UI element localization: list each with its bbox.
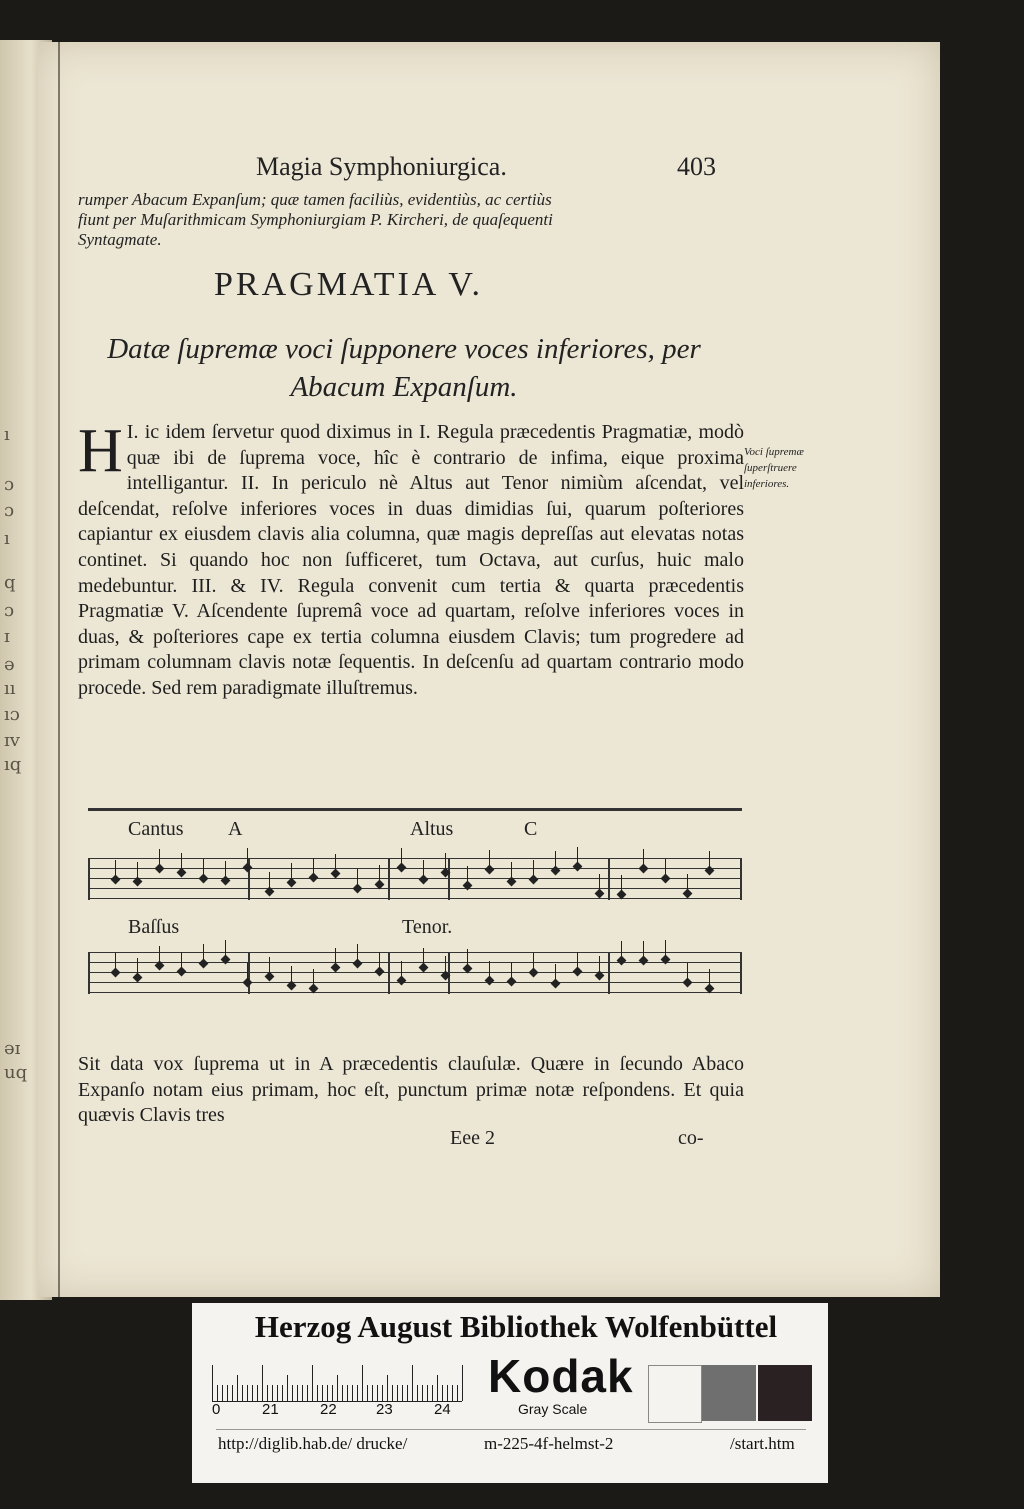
- note-stem: [709, 969, 710, 987]
- ruler-tick: [317, 1385, 318, 1401]
- voice-label-a: A: [228, 818, 243, 840]
- ruler-tick: [287, 1375, 288, 1401]
- left-page-fragment: ɪ: [4, 626, 10, 647]
- note-stem: [269, 872, 270, 890]
- note-stem: [621, 941, 622, 959]
- note-stem: [687, 963, 688, 981]
- left-page-fragment: ǝɪ: [4, 1038, 21, 1059]
- ruler-tick: [342, 1385, 343, 1401]
- note-stem: [489, 961, 490, 979]
- ruler-tick: [217, 1385, 218, 1401]
- ruler-tick: [252, 1385, 253, 1401]
- voice-label-tenor: Tenor.: [402, 916, 453, 938]
- gutter-shadow: [58, 42, 60, 1297]
- section-subheading: [84, 330, 724, 406]
- note-stem: [467, 949, 468, 967]
- bar-line: [740, 858, 742, 900]
- left-page-fragment: ı: [4, 528, 10, 549]
- url-part: m-225-4f-helmst-2: [484, 1434, 614, 1453]
- staff-line: [88, 992, 742, 993]
- ruler-tick: [377, 1385, 378, 1401]
- library-name: Herzog August Bibliothek Wolfenbüttel: [254, 1309, 778, 1344]
- ruler-tick: [372, 1385, 373, 1401]
- note-stem: [269, 957, 270, 975]
- note-stem: [247, 848, 248, 866]
- ruler-tick: [212, 1365, 213, 1401]
- note-stem: [335, 854, 336, 872]
- ruler-tick: [357, 1385, 358, 1401]
- note-stem: [115, 860, 116, 878]
- bar-line: [740, 952, 742, 994]
- note-stem: [577, 952, 578, 970]
- note-stem: [445, 956, 446, 974]
- ruler-tick: [312, 1365, 313, 1401]
- ruler-tick: [232, 1385, 233, 1401]
- subheading-line: Abacum Expanſum.: [290, 371, 518, 403]
- note-stem: [291, 966, 292, 984]
- note-stem: [137, 958, 138, 976]
- ruler-number: 22: [320, 1401, 337, 1418]
- ruler-tick: [452, 1385, 453, 1401]
- bar-line: [608, 952, 610, 994]
- intro-line: rumper Abacum Expanſum; quæ tamen faciliùs, evidentiùs, ac certiùs: [78, 190, 552, 209]
- url-part: /start.htm: [730, 1434, 795, 1453]
- intro-line: Syntagmate.: [78, 230, 162, 249]
- bar-line: [248, 952, 250, 994]
- left-page-fragment: ɔ: [4, 500, 15, 521]
- note-stem: [511, 862, 512, 880]
- ruler-tick: [242, 1385, 243, 1401]
- body-paragraph: [78, 417, 745, 702]
- margin-note-line: inferiores.: [744, 478, 790, 490]
- ruler-tick: [272, 1385, 273, 1401]
- left-page-fragment: ǝ: [4, 654, 15, 675]
- page-number: 403: [677, 152, 716, 181]
- staff-line: [88, 982, 742, 983]
- ruler-tick: [222, 1385, 223, 1401]
- ruler-tick: [417, 1385, 418, 1401]
- subheading-line: Datæ ſupremæ voci ſupponere voces inferiores, per: [107, 333, 701, 365]
- left-page-fragment: ı: [4, 424, 10, 445]
- section-heading: PRAGMATIA V.: [214, 266, 484, 303]
- ruler-tick: [262, 1365, 263, 1401]
- bar-line: [388, 858, 390, 900]
- note-stem: [379, 865, 380, 883]
- bar-line: [608, 858, 610, 900]
- ruler-tick: [367, 1385, 368, 1401]
- left-page-fragment: ıɔ: [4, 704, 20, 725]
- ruler-tick: [387, 1375, 388, 1401]
- note-stem: [335, 948, 336, 966]
- note-stem: [247, 963, 248, 981]
- ruler-tick: [302, 1385, 303, 1401]
- bar-line: [448, 858, 450, 900]
- ruler-number: 23: [376, 1401, 393, 1418]
- second-paragraph: Sit data vox ſuprema ut in A præcedentis clauſulæ. Quære in ſecundo Abaco Expanſo notam eius primam, hoc eſt, punctum primæ notæ reſpondens. Et quia quævis Clavis tres: [78, 1053, 744, 1127]
- gray-swatch: [702, 1365, 756, 1421]
- left-page-fragment: ɔ: [4, 600, 15, 621]
- kodak-logo: Kodak: [488, 1350, 634, 1402]
- note-stem: [137, 862, 138, 880]
- white-swatch: [648, 1365, 702, 1423]
- ruler-tick: [247, 1385, 248, 1401]
- ruler-tick: [352, 1385, 353, 1401]
- ruler-tick: [427, 1385, 428, 1401]
- margin-note-line: Voci ſupremæ: [744, 446, 804, 458]
- ruler-tick: [412, 1365, 413, 1401]
- ruler-tick: [337, 1375, 338, 1401]
- note-stem: [313, 969, 314, 987]
- note-stem: [687, 874, 688, 892]
- ruler-tick: [322, 1385, 323, 1401]
- ruler-tick: [382, 1385, 383, 1401]
- ruler-tick: [282, 1385, 283, 1401]
- rule-number: I.: [126, 421, 139, 443]
- note-stem: [423, 860, 424, 878]
- note-stem: [203, 859, 204, 877]
- note-stem: [599, 956, 600, 974]
- ruler-tick: [332, 1385, 333, 1401]
- left-page-fragment: ıı: [4, 678, 16, 699]
- note-stem: [225, 861, 226, 879]
- staff-line: [88, 972, 742, 973]
- gray-scale-label: Gray Scale: [518, 1401, 588, 1417]
- margin-note: [744, 444, 824, 492]
- note-stem: [401, 848, 402, 866]
- black-swatch: [758, 1365, 812, 1421]
- ruler-tick: [307, 1385, 308, 1401]
- note-stem: [357, 869, 358, 887]
- note-stem: [555, 851, 556, 869]
- note-stem: [489, 850, 490, 868]
- music-staff-lower: [88, 952, 742, 994]
- ruler-tick: [432, 1385, 433, 1401]
- bar-line: [88, 952, 90, 994]
- note-stem: [181, 853, 182, 871]
- ruler-tick: [422, 1385, 423, 1401]
- ruler-tick: [442, 1385, 443, 1401]
- note-stem: [665, 940, 666, 958]
- ruler-tick: [297, 1385, 298, 1401]
- note-stem: [467, 866, 468, 884]
- note-stem: [643, 941, 644, 959]
- note-stem: [159, 946, 160, 964]
- left-page-fragment: ıq: [4, 754, 22, 775]
- music-staff-upper: [88, 858, 742, 900]
- left-page-fragment: q: [4, 572, 16, 593]
- margin-note-line: ſuperſtruere: [744, 462, 797, 474]
- running-title: Magia Symphoniurgica.: [256, 152, 507, 181]
- ruler-number: 0: [212, 1401, 221, 1418]
- note-stem: [555, 964, 556, 982]
- note-stem: [203, 944, 204, 962]
- note-stem: [533, 860, 534, 878]
- note-stem: [225, 940, 226, 958]
- voice-label-c: C: [524, 818, 538, 840]
- staff-line: [88, 898, 742, 899]
- url-bar: [216, 1429, 806, 1466]
- intro-paragraph: [78, 190, 718, 250]
- left-page-fragment: uq: [4, 1062, 28, 1083]
- ruler-tick: [462, 1365, 463, 1401]
- note-stem: [401, 961, 402, 979]
- ruler-tick: [392, 1385, 393, 1401]
- ruler-tick: [362, 1365, 363, 1401]
- note-stem: [621, 875, 622, 893]
- ruler-tick: [402, 1385, 403, 1401]
- note-stem: [665, 859, 666, 877]
- ruler-number: 21: [262, 1401, 279, 1418]
- catchword: co-: [678, 1127, 704, 1149]
- staff-line: [88, 878, 742, 879]
- ruler-tick: [397, 1385, 398, 1401]
- ruler-tick: [437, 1375, 438, 1401]
- library-label-card: [192, 1303, 828, 1483]
- note-stem: [159, 849, 160, 867]
- note-stem: [511, 962, 512, 980]
- ruler-tick: [327, 1385, 328, 1401]
- drop-cap: H: [78, 417, 123, 485]
- ruler-tick: [237, 1375, 238, 1401]
- ruler-tick: [267, 1385, 268, 1401]
- ruler-number: 24: [434, 1401, 451, 1418]
- note-stem: [643, 849, 644, 867]
- voice-label-cantus: Cantus: [128, 818, 184, 840]
- note-stem: [379, 952, 380, 970]
- ruler-tick: [447, 1385, 448, 1401]
- ruler-tick: [277, 1385, 278, 1401]
- left-page-fragment: ɪv: [4, 730, 20, 751]
- scale-ruler: [212, 1363, 462, 1402]
- note-stem: [709, 851, 710, 869]
- ruler-tick: [292, 1385, 293, 1401]
- note-stem: [313, 858, 314, 876]
- bar-line: [88, 858, 90, 900]
- note-stem: [291, 863, 292, 881]
- score-top-rule: [88, 808, 742, 811]
- intro-line: fiunt per Muſarithmicam Symphoniurgiam P. Kircheri, de quaſequenti: [78, 210, 553, 229]
- note-stem: [357, 944, 358, 962]
- ruler-tick: [227, 1385, 228, 1401]
- signature-mark: Eee 2: [450, 1127, 495, 1149]
- left-page-fragment: ɔ: [4, 474, 15, 495]
- note-stem: [115, 953, 116, 971]
- ruler-tick: [257, 1385, 258, 1401]
- ruler-tick: [347, 1385, 348, 1401]
- note-stem: [423, 948, 424, 966]
- bar-line: [388, 952, 390, 994]
- note-stem: [599, 874, 600, 892]
- book-page: [38, 42, 940, 1297]
- note-stem: [445, 853, 446, 871]
- note-stem: [577, 847, 578, 865]
- note-stem: [181, 952, 182, 970]
- voice-label-bassus: Baſſus: [128, 916, 180, 938]
- note-stem: [533, 953, 534, 971]
- body-text: ic idem ſervetur quod diximus in I. Regula præcedentis Pragmatiæ, modò quæ ibi de ſuprema voce, hîc è contrario de infima, eique proxima intelligantur. II. In periculo nè Altus aut Tenor nimiùm aſcendat, vel deſcendat, reſolve inferiores voces in duas dimidias ſui, quarum poſteriores capiantur ex eiusdem clavis alia columna, quæ magis depreſſas aut elevatas notas continet. Si quando hoc non ſufficeret, tum Octava, aut curſus, huic malo medebuntur. III. & IV. Regula convenit cum tertia & quarta præcedentis Pragmatiæ V. Aſcendente ſupremâ voce ad quartam, reſolve inferiores voces in duas, & poſteriores cape ex tertia columna eiusdem Clavis; tum progredere ad primam columnam clavis notæ ſequentis. In deſcenſu ad quartam contrario modo procede. Sed rem paradigmate illuſtremus.: [78, 421, 745, 699]
- staff-line: [88, 888, 742, 889]
- url-part: http://diglib.hab.de/ drucke/: [218, 1434, 408, 1453]
- voice-label-altus: Altus: [410, 818, 454, 840]
- ruler-tick: [407, 1385, 408, 1401]
- ruler-tick: [457, 1385, 458, 1401]
